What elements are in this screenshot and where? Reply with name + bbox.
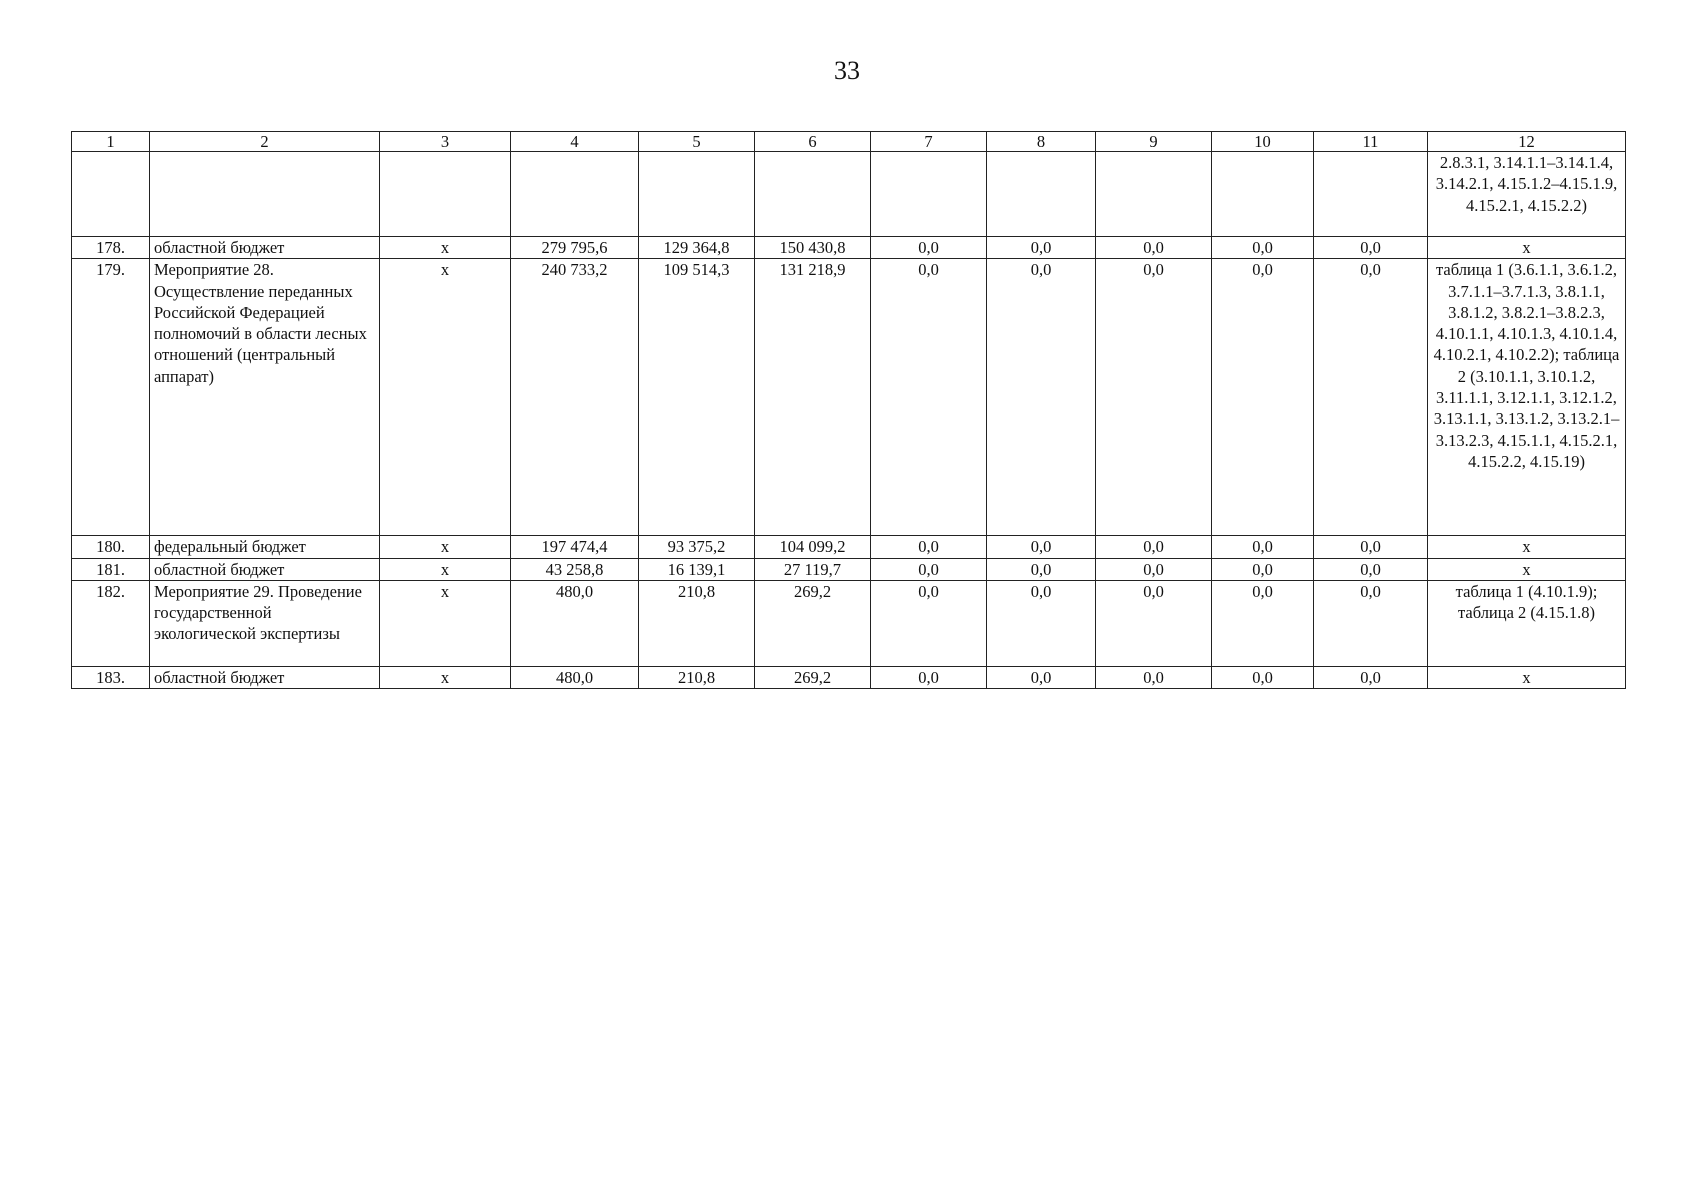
value-cell: [987, 152, 1096, 237]
name-cell: областной бюджет: [150, 237, 380, 259]
table-row: [72, 152, 1626, 237]
value-cell: 0,0: [1212, 558, 1314, 580]
value-cell: 0,0: [1314, 536, 1428, 558]
name-cell: [150, 152, 380, 237]
value-cell: 0,0: [871, 580, 987, 666]
value-cell: 0,0: [1212, 666, 1314, 688]
reference-cell: таблица 1 (3.6.1.1, 3.6.1.2, 3.7.1.1–3.7.1.3, 3.8.1.1, 3.8.1.2, 3.8.2.1–3.8.2.3, 4.10.1.1, 4.10.1.3, 4.10.1.4, 4.10.2.1, 4.10.2.2); таблица 2 (3.10.1.1, 3.10.1.2, 3.11.1.1, 3.12.1.1, 3.12.1.2, 3.13.1.1, 3.13.1.2, 3.13.2.1–3.13.2.3, 4.15.1.1, 4.15.2.1, 4.15.2.2, 4.15.19): [1428, 259, 1626, 536]
value-cell: 27 119,7: [755, 558, 871, 580]
name-cell: Мероприятие 28. Осуществление переданных Российской Федерацией полномочий в области лесных отношений (центральный аппарат): [150, 259, 380, 536]
header-row: [72, 132, 1626, 152]
value-cell: 197 474,4: [511, 536, 639, 558]
table-row: [72, 237, 1626, 259]
reference-cell: x: [1428, 666, 1626, 688]
header-cell: 12: [1428, 132, 1626, 152]
value-cell: [1314, 152, 1428, 237]
value-cell: [755, 152, 871, 237]
value-cell: 0,0: [871, 237, 987, 259]
value-cell: 0,0: [987, 536, 1096, 558]
value-cell: 93 375,2: [639, 536, 755, 558]
table-row: [72, 558, 1626, 580]
value-cell: 0,0: [1212, 580, 1314, 666]
row-number-cell: 183.: [72, 666, 150, 688]
value-cell: 0,0: [871, 536, 987, 558]
name-cell: областной бюджет: [150, 666, 380, 688]
value-cell: 0,0: [1212, 237, 1314, 259]
header-cell: 5: [639, 132, 755, 152]
value-cell: [871, 152, 987, 237]
value-cell: x: [380, 536, 511, 558]
value-cell: 0,0: [987, 558, 1096, 580]
value-cell: 104 099,2: [755, 536, 871, 558]
value-cell: 0,0: [871, 666, 987, 688]
name-cell: Мероприятие 29. Проведение государственной экологической экспертизы: [150, 580, 380, 666]
value-cell: 269,2: [755, 666, 871, 688]
value-cell: 0,0: [1314, 259, 1428, 536]
table-row: [72, 580, 1626, 666]
value-cell: x: [380, 237, 511, 259]
header-cell: 4: [511, 132, 639, 152]
value-cell: 0,0: [1096, 580, 1212, 666]
value-cell: 210,8: [639, 666, 755, 688]
value-cell: 0,0: [1096, 558, 1212, 580]
value-cell: 150 430,8: [755, 237, 871, 259]
header-cell: 11: [1314, 132, 1428, 152]
row-number-cell: [72, 152, 150, 237]
value-cell: 0,0: [1314, 666, 1428, 688]
reference-cell: x: [1428, 536, 1626, 558]
reference-cell: x: [1428, 237, 1626, 259]
row-number-cell: 181.: [72, 558, 150, 580]
value-cell: [1212, 152, 1314, 237]
name-cell: федеральный бюджет: [150, 536, 380, 558]
reference-cell: таблица 1 (4.10.1.9); таблица 2 (4.15.1.8): [1428, 580, 1626, 666]
header-cell: 2: [150, 132, 380, 152]
value-cell: 0,0: [1314, 580, 1428, 666]
value-cell: x: [380, 558, 511, 580]
value-cell: 480,0: [511, 580, 639, 666]
value-cell: 43 258,8: [511, 558, 639, 580]
reference-cell: 2.8.3.1, 3.14.1.1–3.14.1.4, 3.14.2.1, 4.15.1.2–4.15.1.9, 4.15.2.1, 4.15.2.2): [1428, 152, 1626, 237]
value-cell: [511, 152, 639, 237]
row-number-cell: 179.: [72, 259, 150, 536]
row-number-cell: 180.: [72, 536, 150, 558]
value-cell: 0,0: [871, 259, 987, 536]
reference-cell: x: [1428, 558, 1626, 580]
value-cell: x: [380, 259, 511, 536]
value-cell: [1096, 152, 1212, 237]
value-cell: 0,0: [1314, 237, 1428, 259]
value-cell: 0,0: [987, 666, 1096, 688]
row-number-cell: 182.: [72, 580, 150, 666]
table-row: [72, 259, 1626, 536]
page-number: 33: [834, 56, 860, 85]
value-cell: 0,0: [1096, 237, 1212, 259]
value-cell: 129 364,8: [639, 237, 755, 259]
header-cell: 10: [1212, 132, 1314, 152]
value-cell: 0,0: [1096, 259, 1212, 536]
value-cell: 279 795,6: [511, 237, 639, 259]
header-cell: 6: [755, 132, 871, 152]
value-cell: 0,0: [1096, 536, 1212, 558]
value-cell: x: [380, 666, 511, 688]
value-cell: 0,0: [987, 237, 1096, 259]
row-number-cell: 178.: [72, 237, 150, 259]
value-cell: x: [380, 580, 511, 666]
value-cell: 0,0: [1212, 536, 1314, 558]
value-cell: 240 733,2: [511, 259, 639, 536]
name-cell: областной бюджет: [150, 558, 380, 580]
header-cell: 1: [72, 132, 150, 152]
value-cell: 0,0: [1314, 558, 1428, 580]
value-cell: [380, 152, 511, 237]
value-cell: 131 218,9: [755, 259, 871, 536]
header-cell: 3: [380, 132, 511, 152]
value-cell: 0,0: [987, 580, 1096, 666]
value-cell: 480,0: [511, 666, 639, 688]
value-cell: 0,0: [987, 259, 1096, 536]
value-cell: 109 514,3: [639, 259, 755, 536]
header-cell: 7: [871, 132, 987, 152]
budget-table: [71, 131, 1626, 689]
value-cell: 16 139,1: [639, 558, 755, 580]
value-cell: 0,0: [1212, 259, 1314, 536]
value-cell: 0,0: [1096, 666, 1212, 688]
value-cell: [639, 152, 755, 237]
header-cell: 9: [1096, 132, 1212, 152]
value-cell: 0,0: [871, 558, 987, 580]
value-cell: 269,2: [755, 580, 871, 666]
table-row: [72, 536, 1626, 558]
table-row: [72, 666, 1626, 688]
value-cell: 210,8: [639, 580, 755, 666]
header-cell: 8: [987, 132, 1096, 152]
